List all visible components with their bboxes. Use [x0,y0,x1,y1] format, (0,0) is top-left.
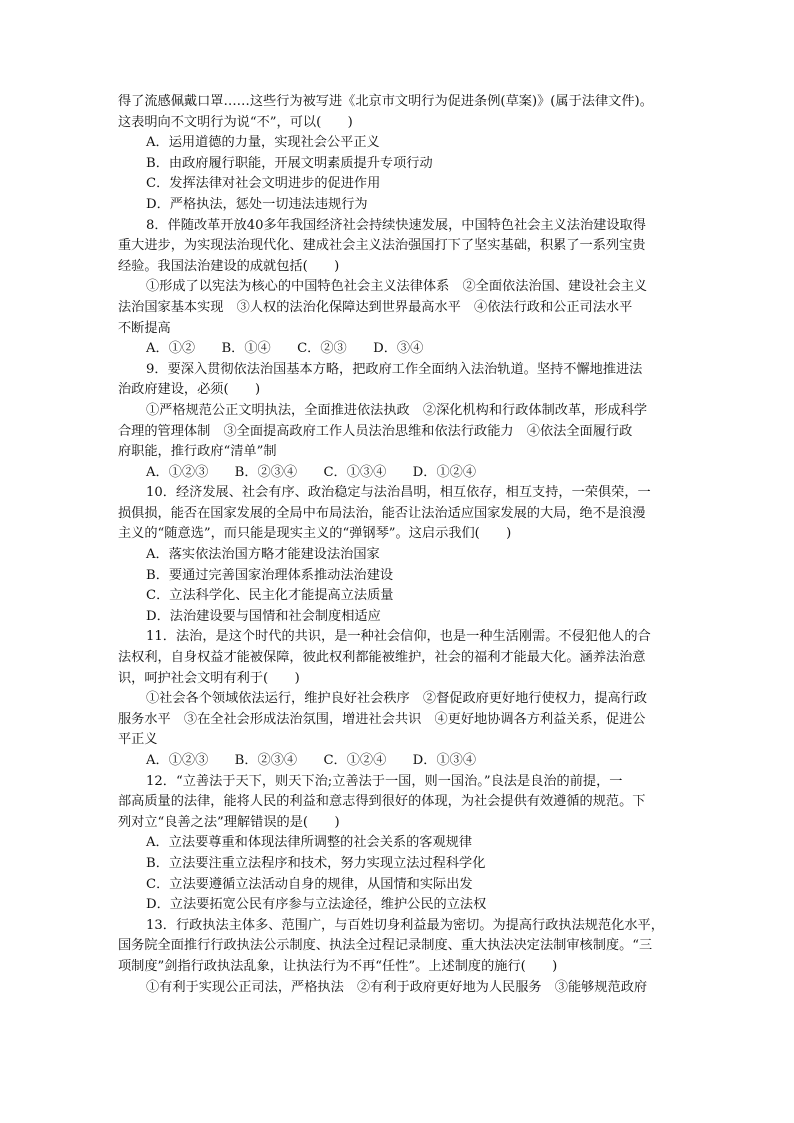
question-7-option-c[interactable]: C．发挥法律对社会文明进步的促进作用 [146,176,381,192]
question-13-statements: ①有利于实现公正司法，严格执法 ②有利于政府更好地为人民服务 ③能够规范政府 [146,979,648,995]
question-7-option-a[interactable]: A．运用道德的力量，实现社会公平正义 [146,135,380,151]
question-8-statements: 不断提高 [118,320,171,336]
question-8-statements: 法治国家基本实现 ③人权的法治化保障达到世界最高水平 ④依法行政和公正司法水平 [118,299,633,315]
question-12-stem: 列对立“良善之法”理解错误的是( ) [118,814,340,830]
question-7-option-b[interactable]: B．由政府履行职能，开展文明素质提升专项行动 [146,155,433,171]
question-10-stem: 10．经济发展、社会有序、政治稳定与法治昌明，相互依存，相互支持，一荣俱荣，一 [146,485,651,501]
question-9-stem: 治政府建设，必须( ) [118,382,261,398]
exam-page [118,92,680,998]
question-7-option-d[interactable]: D．严格执法，惩处一切违法违规行为 [146,196,368,212]
question-11-stem: 11．法治，是这个时代的共识，是一种社会信仰，也是一种生活刚需。不侵犯他人的合 [146,629,651,645]
question-7-stem-line: 这表明向不文明行为说“不”，可以( ) [118,114,353,130]
question-13-stem: 项制度”剑指行政执法乱象，让执法行为不再“任性”。上述制度的施行( ) [118,958,558,974]
question-11-stem: 法权利，自身权益才能被保障，彼此权利都能被维护，社会的福利才能最大化。涵养法治意 [118,650,646,666]
question-10-option-b[interactable]: B．要通过完善国家治理体系推动法治建设 [146,567,394,583]
question-9-statements: ①严格规范公正文明执法，全面推进依法执政 ②深化机构和行政体制改革，形成科学 [146,402,648,418]
question-11-statements: 服务水平 ③在全社会形成法治氛围，增进社会共识 ④更好地协调各方利益关系，促进公 [118,711,646,727]
question-9-statements: 合理的管理体制 ③全面提高政府工作人员法治思维和依法行政能力 ④依法全面履行政 [118,423,633,439]
question-10-option-c[interactable]: C．立法科学化、民主化才能提高立法质量 [146,588,394,604]
question-8-stem: 重大进步，为实现法治现代化、建成社会主义法治强国打下了坚实基础，积累了一系列宝贵 [118,238,646,254]
question-9-choices[interactable]: A．①②③ B．②③④ C．①③④ D．①②④ [146,464,477,480]
question-11-statements: 平正义 [118,732,158,748]
question-9-statements: 府职能，推行政府“清单”制 [118,444,277,460]
question-12-stem: 部高质量的法律，能将人民的利益和意志得到很好的体现，为社会提供有效遵循的规范。下 [118,794,646,810]
question-12-option-b[interactable]: B．立法要注重立法程序和技术，努力实现立法过程科学化 [146,855,486,871]
question-7-stem-line: 得了流感佩戴口罩……这些行为被写进《北京市文明行为促进条例(草案)》(属于法律文件)。 [118,94,653,109]
question-9-stem: 9．要深入贯彻依法治国基本方略，把政府工作全面纳入法治轨道。坚持不懈地推进法 [146,361,643,377]
question-10-stem: 损俱损，能否在国家发展的全局中布局法治，能否让法治适应国家发展的大局，绝不是浪漫 [118,505,646,521]
question-11-choices[interactable]: A．①②③ B．②③④ C．①②④ D．①③④ [146,753,477,768]
question-8-stem: 经验。我国法治建设的成就包括( ) [118,258,340,274]
question-13-stem: 13．行政执法主体多、范围广，与百姓切身利益最为密切。为提高行政执法规范化水平， [146,917,664,933]
question-8-statements: ①形成了以宪法为核心的中国特色社会主义法律体系 ②全面依法治国、建设社会主义 [146,279,648,295]
question-11-stem: 识，呵护社会文明有利于( ) [118,670,300,686]
question-10-stem: 主义的“随意选”，而只能是现实主义的“弹钢琴”。这启示我们( ) [118,526,512,542]
question-12-option-d[interactable]: D．立法要拓宽公民有序参与立法途径，维护公民的立法权 [146,897,487,913]
question-8-choices[interactable]: A．①② B．①④ C．②③ D．③④ [146,341,424,357]
question-8-stem: 8．伴随改革开放40多年我国经济社会持续快速发展，中国特色社会主义法治建设取得 [146,217,646,233]
question-10-option-d[interactable]: D．法治建设要与国情和社会制度相适应 [146,608,381,624]
question-11-statements: ①社会各个领域依法运行，维护良好社会秩序 ②督促政府更好地行使权力，提高行政 [146,691,648,707]
question-12-stem: 12．“立善法于天下，则天下治;立善法于一国，则一国治。”良法是良治的前提，一 [146,773,623,789]
question-12-option-c[interactable]: C．立法要遵循立法活动自身的规律，从国情和实际出发 [146,876,473,892]
question-10-option-a[interactable]: A．落实依法治国方略才能建设法治国家 [146,547,380,563]
question-12-option-a[interactable]: A．立法要尊重和体现法律所调整的社会关系的客观规律 [146,835,473,851]
question-13-stem: 国务院全面推行行政执法公示制度、执法全过程记录制度、重大执法决定法制审核制度。“三 [118,938,653,954]
